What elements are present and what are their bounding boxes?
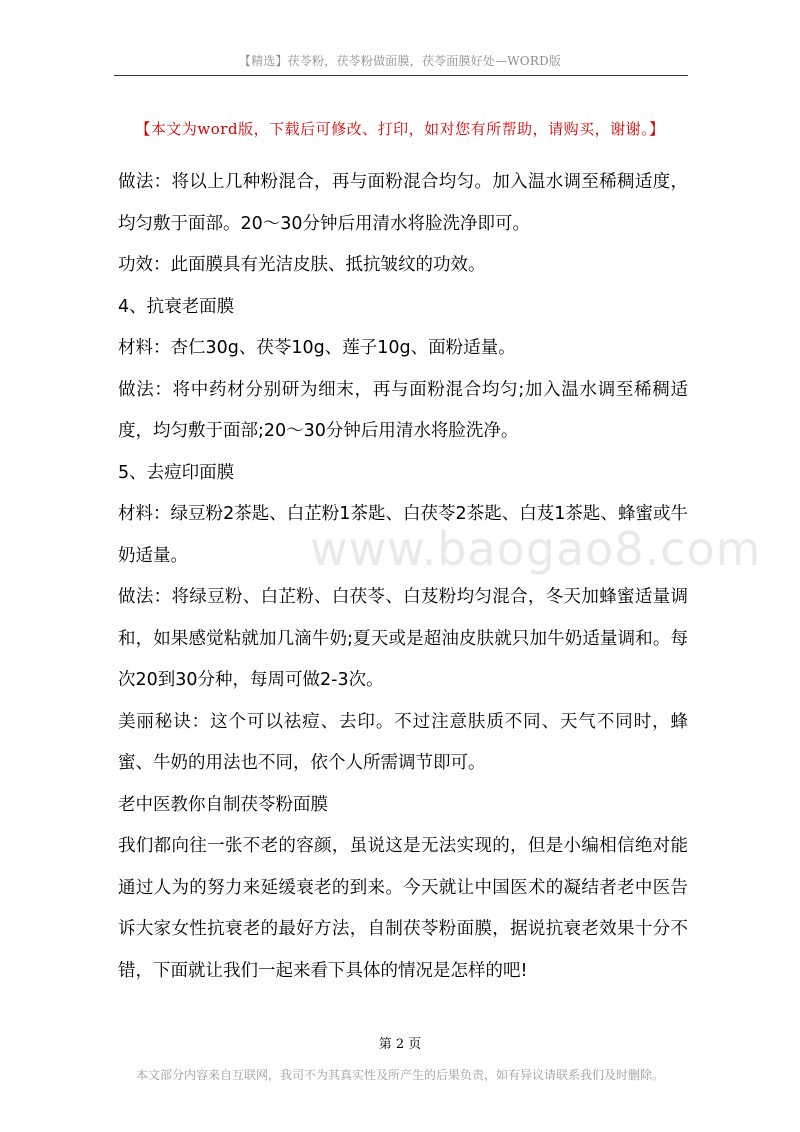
body-paragraph: 做法：将绿豆粉、白芷粉、白茯苓、白芨粉均匀混合，冬天加蜂蜜适量调和，如果感觉粘就加几滴牛奶;夏天或是超油皮肤就只加牛奶适量调和。每次20到30分种，每周可做2-3次。 [118, 587, 688, 690]
body-paragraph: 功效：此面膜具有光洁皮肤、抵抗皱纹的功效。 [118, 255, 486, 275]
page-number: 第 2 页 [378, 1037, 422, 1052]
page-header-title: 【精选】茯苓粉，茯苓粉做面膜，茯苓面膜好处—WORD版 [238, 54, 562, 68]
body-paragraph: 美丽秘诀：这个可以祛痘、去印。不过注意肤质不同、天气不同时，蜂蜜、牛奶的用法也不同，依个人所需调节即可。 [118, 711, 688, 773]
body-paragraph: 做法：将中药材分别研为细末，再与面粉混合均匀;加入温水调至稀稠适度，均匀敷于面部;20～30分钟后用清水将脸洗净。 [118, 379, 688, 441]
body-paragraph: 材料：杏仁30g、茯苓10g、莲子10g、面粉适量。 [118, 338, 516, 358]
footer-disclaimer: 本文部分内容来自互联网，我司不为其真实性及所产生的后果负责，如有异议请联系我们及时删除。 [135, 1068, 664, 1082]
section-heading: 老中医教你自制茯苓粉面膜 [118, 794, 328, 815]
watermark: www.baogao8.com [310, 522, 762, 576]
body-paragraph: 材料：绿豆粉2茶匙、白芷粉1茶匙、白茯苓2茶匙、白芨1茶匙、蜂蜜或牛奶适量。 [118, 504, 688, 566]
section-heading: 4、抗衰老面膜 [118, 296, 235, 317]
document-body [118, 162, 688, 992]
section-heading: 5、去痘印面膜 [118, 462, 235, 483]
purchase-notice: 【本文为word版，下载后可修改、打印，如对您有所帮助，请购买，谢谢。】 [135, 120, 665, 138]
body-paragraph: 做法：将以上几种粉混合，再与面粉混合均匀。加入温水调至稀稠适度，均匀敷于面部。20～30分钟后用清水将脸洗净即可。 [118, 172, 688, 234]
body-paragraph: 我们都向往一张不老的容颜，虽说这是无法实现的，但是小编相信绝对能通过人为的努力来延缓衰老的到来。今天就让中国医术的凝结者老中医告诉大家女性抗衰老的最好方法，自制茯苓粉面膜，据说抗衰老效果十分不错，下面就让我们一起来看下具体的情况是怎样的吧! [118, 836, 688, 981]
header-divider [114, 75, 688, 76]
